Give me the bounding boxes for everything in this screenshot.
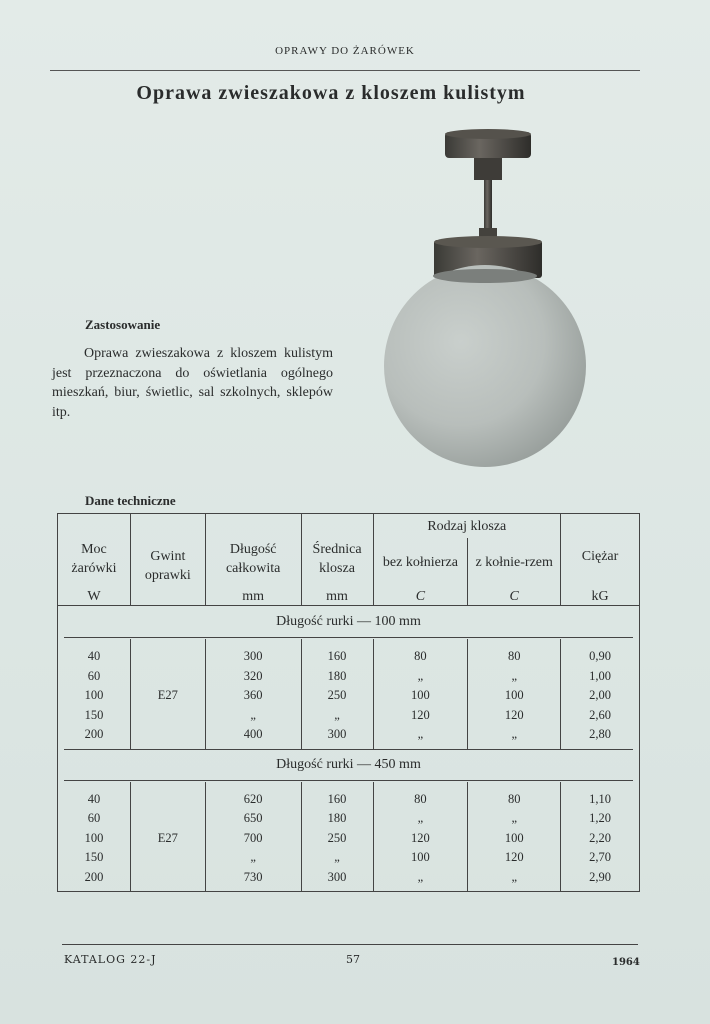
usage-heading: Zastosowanie [85, 317, 161, 332]
moc-value: 100 [84, 688, 104, 702]
page-title: Oprawa zwieszakowa z kloszem kulistym [136, 82, 526, 104]
z-value: 80 [507, 649, 521, 663]
catalog-label: KATALOG 22-J [64, 953, 157, 966]
pendant-lamp-illustration [378, 128, 593, 473]
section-100mm [58, 606, 640, 749]
srednica-cell [301, 782, 373, 892]
moc-cell [58, 639, 131, 749]
ciezar-cell [561, 782, 640, 892]
bez-value: „ [417, 811, 424, 825]
srednica-value: 160 [327, 649, 347, 663]
ciezar-value: 2,80 [589, 727, 611, 741]
ciezar-value: 2,70 [589, 850, 611, 864]
ciezar-cell [561, 639, 640, 749]
col-gwint: Gwint oprawki [130, 514, 205, 586]
col-bez: bez kołnierza [373, 538, 468, 585]
ciezar-value: 2,90 [589, 869, 611, 884]
moc-value: 40 [87, 649, 101, 663]
col-rodzaj: Rodzaj klosza [373, 514, 561, 539]
gwint-value: E27 [157, 830, 178, 845]
dlugosc-value: 360 [243, 688, 263, 702]
dlugosc-value: 650 [243, 811, 263, 825]
table-row-group [58, 639, 640, 749]
bez-value: 100 [411, 688, 430, 702]
tech-data-heading: Dane techniczne [85, 493, 176, 508]
z-cell [468, 782, 561, 892]
ciezar-value: 1,10 [589, 791, 611, 806]
gwint-cell [130, 782, 205, 892]
bez-value: „ [417, 869, 424, 884]
unit-moc: W [58, 585, 131, 606]
moc-value: 60 [87, 811, 101, 825]
unit-bez: C [373, 585, 468, 606]
bez-value: 100 [411, 850, 430, 864]
gwint-value: E27 [157, 688, 178, 702]
dlugosc-value: 620 [243, 791, 263, 806]
z-value: 100 [504, 830, 524, 845]
moc-value: 150 [84, 707, 104, 722]
z-value: „ [511, 727, 517, 741]
ciezar-value: 1,20 [589, 811, 611, 825]
srednica-value: „ [334, 850, 340, 864]
ciezar-value: 2,60 [589, 707, 611, 722]
unit-z: C [468, 585, 561, 606]
bez-cell [373, 639, 468, 749]
srednica-value: „ [334, 707, 340, 722]
ciezar-value: 0,90 [589, 649, 611, 663]
srednica-value: 300 [327, 869, 347, 884]
section-label: Długość rurki — 100 mm [64, 607, 633, 638]
running-head: OPRAWY DO ŻARÓWEK [275, 45, 415, 57]
dlugosc-value: 700 [243, 830, 263, 845]
srednica-value: 180 [327, 811, 347, 825]
section-label: Długość rurki — 450 mm [64, 749, 633, 781]
tech-data-table [57, 513, 640, 892]
dlugosc-value: 400 [243, 727, 263, 741]
srednica-value: 250 [327, 830, 347, 845]
z-value: 120 [504, 850, 524, 864]
table-row-group [58, 782, 640, 892]
bez-value: „ [417, 668, 424, 683]
bez-value: 120 [411, 707, 430, 722]
section-450mm [58, 749, 640, 892]
moc-value: 100 [84, 830, 104, 845]
header-rule [50, 70, 640, 71]
srednica-value: 180 [327, 668, 347, 683]
year-label: 1964 [612, 957, 640, 968]
dlugosc-value: 320 [243, 668, 263, 683]
z-cell [468, 639, 561, 749]
ciezar-value: 2,20 [589, 830, 611, 845]
z-value: 100 [504, 688, 524, 702]
z-value: „ [511, 811, 517, 825]
col-z: z kołnie-rzem [468, 538, 561, 585]
moc-cell [58, 782, 131, 892]
dlugosc-value: „ [250, 707, 256, 722]
col-ciezar: Ciężar [561, 514, 640, 586]
z-value: „ [511, 668, 517, 683]
col-moc: Moc żarówki [58, 514, 131, 586]
srednica-cell [301, 639, 373, 749]
z-value: 80 [507, 791, 521, 806]
z-value: „ [511, 869, 517, 884]
moc-value: 200 [84, 869, 104, 884]
bez-value: „ [417, 727, 424, 741]
moc-value: 40 [87, 791, 101, 806]
usage-text: Oprawa zwieszakowa z kloszem kulistym jest przeznaczona do oświetlania ogólnego mieszkań, biur, świetlic, sal szkolnych, sklepów itp. [52, 346, 333, 420]
srednica-value: 250 [327, 688, 347, 702]
ciezar-value: 2,00 [589, 688, 611, 702]
gwint-cell [130, 639, 205, 749]
srednica-value: 300 [327, 727, 347, 741]
dlugosc-value: 300 [243, 649, 263, 663]
bez-value: 120 [411, 830, 430, 845]
page-number: 57 [346, 953, 360, 966]
moc-value: 60 [87, 668, 101, 683]
unit-srednica: mm [301, 585, 373, 606]
dlugosc-value: 730 [243, 869, 263, 884]
moc-value: 200 [84, 727, 104, 741]
col-dlugosc: Długość całkowita [205, 514, 301, 586]
bez-value: 80 [414, 649, 427, 663]
z-value: 120 [504, 707, 524, 722]
bez-cell [373, 782, 468, 892]
col-srednica: Średnica klosza [301, 514, 373, 586]
footer-rule [62, 944, 638, 945]
srednica-value: 160 [327, 791, 347, 806]
moc-value: 150 [84, 850, 104, 864]
bez-value: 80 [414, 791, 427, 806]
ciezar-value: 1,00 [589, 668, 611, 683]
unit-dlugosc: mm [205, 585, 301, 606]
dlugosc-cell [205, 782, 301, 892]
dlugosc-cell [205, 639, 301, 749]
unit-ciezar: kG [561, 585, 640, 606]
dlugosc-value: „ [250, 850, 256, 864]
unit-gwint [130, 585, 205, 606]
